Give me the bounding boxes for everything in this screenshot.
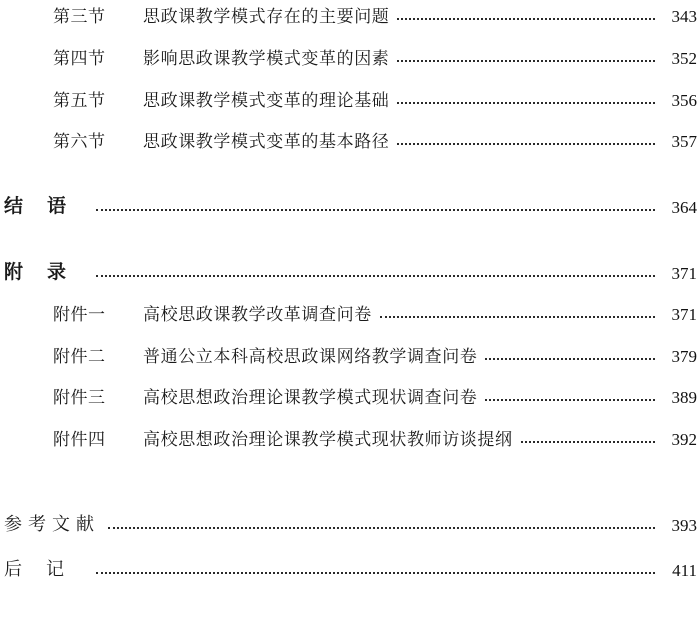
section-label: 第三节 (53, 7, 106, 27)
leader-dots (96, 209, 655, 211)
page-number: 389 (671, 388, 697, 407)
page-number: 357 (671, 132, 697, 151)
leader-dots (96, 572, 655, 574)
attachment-title: 高校思想政治理论课教学模式现状教师访谈提纲 (143, 430, 513, 450)
attachment-label: 附件二 (53, 347, 106, 367)
leader-dots (521, 441, 655, 443)
leader-dots (397, 18, 655, 20)
page-number: 393 (671, 516, 697, 535)
page-number: 343 (671, 7, 697, 26)
section-title: 思政课教学模式存在的主要问题 (143, 7, 390, 27)
attachment-title: 高校思政课教学改革调查问卷 (143, 305, 372, 325)
toc-entry-appendix[interactable] (0, 257, 697, 284)
toc-entry-attachment-2[interactable] (0, 342, 697, 367)
attachment-title: 高校思想政治理论课教学模式现状调查问卷 (143, 388, 478, 408)
section-label: 第五节 (53, 91, 106, 111)
toc-entry-section-5[interactable] (0, 86, 697, 111)
toc-entry-attachment-4[interactable] (0, 425, 697, 450)
chapter-label: 后记 (4, 559, 88, 580)
attachment-label: 附件四 (53, 430, 106, 450)
chapter-label: 参考文献 (4, 514, 100, 535)
toc-entry-section-3[interactable] (0, 2, 697, 27)
leader-dots (96, 275, 655, 277)
page-number: 411 (672, 561, 697, 580)
toc-entry-section-4[interactable] (0, 44, 697, 69)
section-title: 影响思政课教学模式变革的因素 (143, 49, 390, 69)
page-number: 371 (671, 264, 697, 283)
toc-entry-conclusion[interactable] (0, 191, 697, 218)
attachment-title: 普通公立本科高校思政课网络教学调查问卷 (143, 347, 478, 367)
page-number: 392 (671, 430, 697, 449)
page-number: 352 (671, 49, 697, 68)
toc-entry-attachment-1[interactable] (0, 300, 697, 325)
attachment-label: 附件三 (53, 388, 106, 408)
section-label: 第四节 (53, 49, 106, 69)
section-title: 思政课教学模式变革的理论基础 (143, 91, 390, 111)
toc-entry-attachment-3[interactable] (0, 383, 697, 408)
page-number: 364 (671, 198, 697, 217)
leader-dots (397, 143, 655, 145)
attachment-label: 附件一 (53, 305, 106, 325)
section-title: 思政课教学模式变革的基本路径 (143, 132, 390, 152)
toc-entry-afterword[interactable] (0, 555, 697, 581)
page-number: 371 (671, 305, 697, 324)
page-number: 356 (671, 91, 697, 110)
leader-dots (397, 60, 655, 62)
toc-entry-references[interactable] (0, 510, 697, 536)
leader-dots (380, 316, 655, 318)
leader-dots (397, 102, 655, 104)
page-number: 379 (671, 347, 697, 366)
chapter-label: 结语 (4, 195, 91, 217)
chapter-label: 附录 (4, 261, 91, 283)
leader-dots (108, 527, 655, 529)
leader-dots (485, 399, 655, 401)
toc-entry-section-6[interactable] (0, 127, 697, 152)
leader-dots (485, 358, 655, 360)
section-label: 第六节 (53, 132, 106, 152)
